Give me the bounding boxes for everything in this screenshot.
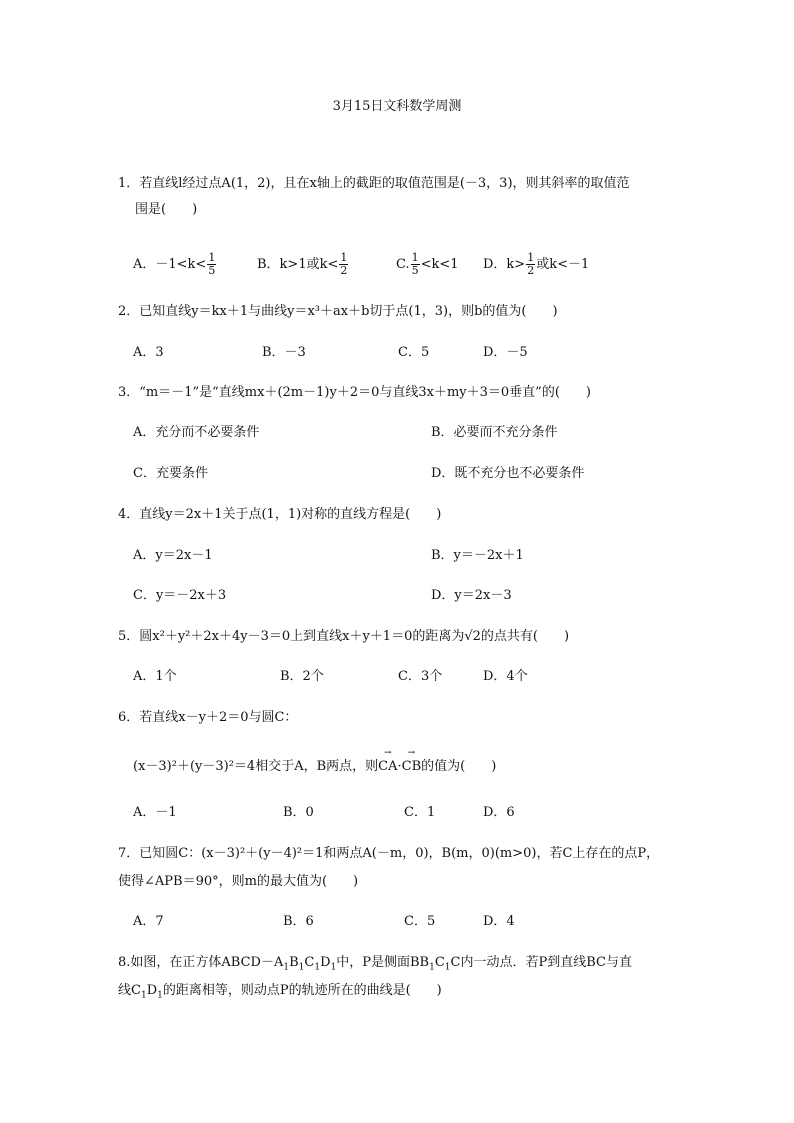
- question-1-option-b: [257, 252, 349, 277]
- question-5-option-d: D．4个: [483, 669, 528, 684]
- fraction: $\frac{1}{2}$: [340, 251, 348, 277]
- question-7-line-2: 使得∠APB＝90°，则m的最大值为( ): [118, 874, 359, 889]
- question-2-line-1: 2．已知直线y＝kx＋1与曲线y＝x³＋ax＋b切于点(1，3)，则b的值为( ): [118, 304, 558, 319]
- option-text: B．k>1或k<: [257, 257, 339, 272]
- question-6-option-a: A．－1: [133, 805, 177, 820]
- question-2-option-a: A．3: [133, 345, 164, 360]
- page-title: 3月15日文科数学周测: [332, 99, 462, 114]
- fraction: $\frac{1}{5}$: [411, 251, 419, 277]
- question-2-option-b: B．－3: [262, 345, 306, 360]
- question-5-option-a: A．1个: [133, 669, 177, 684]
- question-7-option-b: B．6: [283, 914, 314, 929]
- option-text: D．k>: [483, 257, 526, 272]
- question-1-option-c: C. $\frac{1}{5}$ <k<1: [396, 251, 459, 277]
- question-7-line-1: 7．已知圆C：(x－3)²＋(y－4)²＝1和两点A(－m，0)，B(m，0)(m>0)，若C上存在的点P，: [118, 846, 660, 861]
- question-6-line-2: (x－3)²＋(y－3)²＝4相交于A，B两点，则 → CA· → CB的值为( ): [133, 748, 497, 774]
- option-text: A．－1<k<: [133, 257, 207, 272]
- option-text: C.: [396, 257, 410, 272]
- question-3-option-a: A．充分而不必要条件: [133, 425, 260, 440]
- question-2-option-d: D．－5: [483, 345, 528, 360]
- question-4-line-1: 4．直线y＝2x＋1关于点(1，1)对称的直线方程是( ): [118, 507, 442, 522]
- question-1-line-1: 1．若直线l经过点A(1，2)，且在x轴上的截距的取值范围是(－3，3)，则其斜率的取值范: [118, 176, 630, 191]
- fraction: $\frac{1}{2}$: [527, 251, 535, 277]
- question-6-line-1: 6．若直线x－y＋2＝0与圆C：: [118, 710, 298, 725]
- question-1-option-d: D．k> $\frac{1}{2}$ 或k<－1: [483, 251, 590, 277]
- question-1-line-2: 围是( ): [135, 202, 198, 217]
- question-3-option-d: D．既不充分也不必要条件: [431, 466, 585, 481]
- question-6-option-c: C．1: [404, 805, 436, 820]
- question-6-option-d: D．6: [483, 805, 515, 820]
- vector-ca: → CA: [378, 748, 398, 774]
- question-8-line-1: 8.如图，在正方体$ABCD-A_1B_1C_1D_1$中，P是侧面$BB_1C_1C$内一动点．若P到直线BC与直: [118, 955, 632, 973]
- sqrt-two: √2: [464, 629, 481, 644]
- question-3-option-c: C．充要条件: [133, 466, 208, 481]
- question-4-option-c: C．y＝－2x＋3: [133, 588, 227, 603]
- question-7-option-a: A．7: [133, 914, 164, 929]
- question-3-line-1: 3．“m＝－1”是“直线mx＋(2m－1)y＋2＝0与直线3x＋my＋3＝0垂直”的( ): [118, 385, 591, 400]
- question-7-option-c: C．5: [404, 914, 436, 929]
- question-4-option-d: D．y＝2x－3: [431, 588, 512, 603]
- question-1-option-a: [133, 252, 217, 277]
- fraction: $\frac{1}{5}$: [208, 251, 216, 277]
- question-5-option-b: B．2个: [280, 669, 324, 684]
- question-4-option-a: A．y＝2x－1: [133, 548, 213, 563]
- question-2-option-c: C．5: [398, 345, 430, 360]
- question-3-option-b: B．必要而不充分条件: [431, 425, 558, 440]
- vector-cb: → CB: [401, 748, 422, 774]
- question-8-line-2: 线$C_1D_1$的距离相等，则动点P的轨迹所在的曲线是( ): [118, 983, 442, 1001]
- question-4-option-b: B．y＝－2x＋1: [431, 548, 524, 563]
- question-5-line-1: 5．圆x²＋y²＋2x＋4y－3＝0上到直线x＋y＋1＝0的距离为√2的点共有( ): [118, 629, 570, 644]
- question-7-option-d: D．4: [483, 914, 515, 929]
- question-6-option-b: B．0: [283, 805, 314, 820]
- question-5-option-c: C．3个: [398, 669, 443, 684]
